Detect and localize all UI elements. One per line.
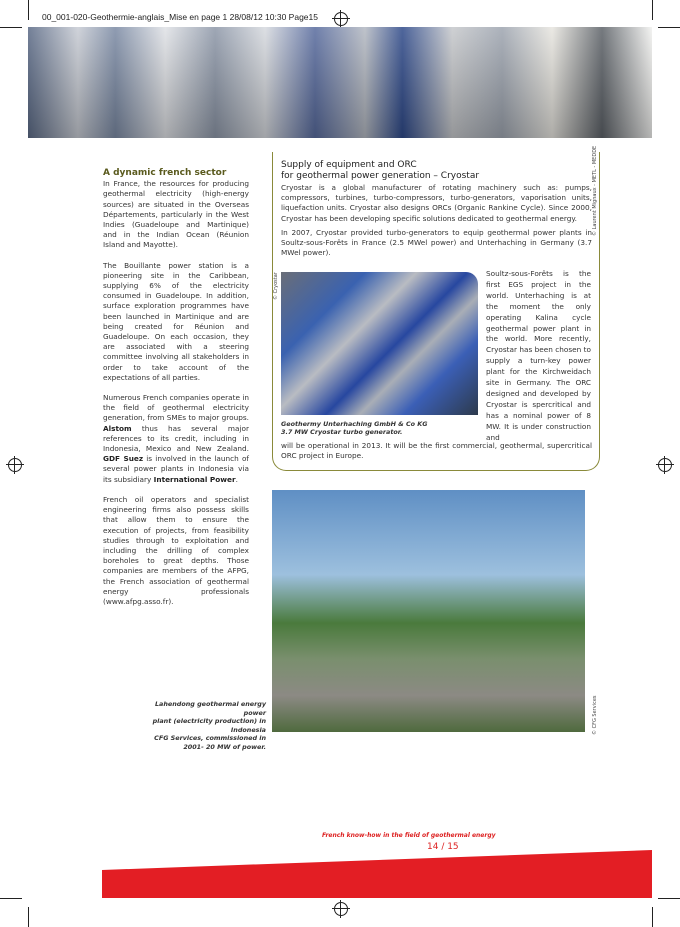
box-body: Cryostar is a global manufacturer of rotating machinery such as: pumps, compressors, turbines, turbo-compressors, turbo-generators, vaporisation units, liquefaction units. Cryostar also designs ORCs (Organic Rankine Cycle). Since 2000, Cryostar has been developing specific solutions dedicated to geothermal energy. In 2007, Cryostar provided turbo-generators to equip geothermal power plants in Soultz-sous-Forêts in France (2.5 MWel power) and Unterhaching in Germany (3.7 MWel power). [281, 183, 592, 258]
crop-mark [0, 898, 22, 899]
crop-mark [658, 27, 680, 28]
photo-credit-cryostar: © Cryostar [273, 272, 279, 300]
registration-mark-icon [334, 902, 348, 916]
crop-mark [28, 0, 29, 20]
registration-mark-icon [658, 458, 672, 472]
header-photo-pipes [28, 27, 652, 138]
box-side-text: Soultz-sous-Forêts is the first EGS project in the world. Unterhaching is at the moment the only operating Kalina cycle geothermal power plant in the world. More recently, Cryostar has been chosen to supply a turn-key power plant for the Kirchweidach site in Germany. The ORC designed and developed by Cryostar is spercritical and has a nominal power of 8 MW. It is under construction and [486, 269, 591, 442]
paragraph: The Bouillante power station is a pioneering site in the Caribbean, supplying 6% of the electricity consumed in Guadeloupe. In addition, surface exploration programmes have been launched in Martinique and are being created for Réunion and Guadeloupe. On each occasion, they are associated with a steering committee involving all stakeholders in order to take account of the expectations of all parties. [103, 260, 249, 382]
photo-caption: Geothermy Unterhaching GmbH & Co KG 3.7 MW Cryostar turbo generator. [281, 420, 428, 436]
registration-mark-icon [334, 12, 348, 26]
paragraph: Numerous French companies operate in the field of geothermal electricity generation, from SMEs to major groups. Alstom thus has several major references to its credit, including in Indonesia, Mexico and New Zealand. GDF Suez is involved in the launch of several power plants in Indonesia via its subsidiary International Power. [103, 393, 249, 484]
crop-mark [652, 0, 653, 20]
lahendong-plant-photo [272, 490, 585, 732]
red-band-shape [102, 850, 652, 898]
paragraph: In France, the resources for producing geothermal electricity (high-energy sources) are situated in the Overseas Départements, particularly in the West Indies (Guadeloupe and Martinique) and in the Indian Ocean (Réunion Island and Mayotte). [103, 179, 249, 250]
page-number: 14 / 15 [427, 842, 459, 852]
crop-mark [28, 907, 29, 927]
registration-mark-icon [8, 458, 22, 472]
paragraph: French oil operators and specialist engineering firms also possess skills that allow them to ensure the execution of projects, from feasibility studies through to exploitation and including the drilling of complex boreholes to great depths. Those companies are members of the AFPG, the French association of geothermal energy professionals (www.afpg.asso.fr). [103, 494, 249, 606]
crop-mark [0, 27, 22, 28]
photo-credit-cfg: © CFG Services [592, 695, 598, 735]
crop-mark [652, 907, 653, 927]
section-heading: A dynamic french sector [103, 168, 227, 178]
footer-title: French know-how in the field of geothermal energy [322, 832, 496, 839]
plant-caption: Lahendong geothermal energy power plant (electricity production) in Indonesia CFG Services, commissioned in 2001- 20 MW of power. [152, 700, 266, 751]
box-tail-text: will be operational in 2013. It will be the first commercial, geothermal, supercritical ORC project in Europe. [281, 441, 592, 461]
left-column [103, 168, 249, 617]
box-title: Supply of equipment and ORC for geothermal power generation – Cryostar [281, 160, 480, 181]
crop-mark [658, 898, 680, 899]
turbo-generator-photo [281, 272, 478, 415]
photo-credit-top: © Laurent Mignaux - METL - MEDDE [592, 145, 598, 236]
print-slug: 00_001-020-Geothermie-anglais_Mise en page 1 28/08/12 10:30 Page15 [42, 12, 318, 22]
red-footer-band [102, 850, 652, 898]
